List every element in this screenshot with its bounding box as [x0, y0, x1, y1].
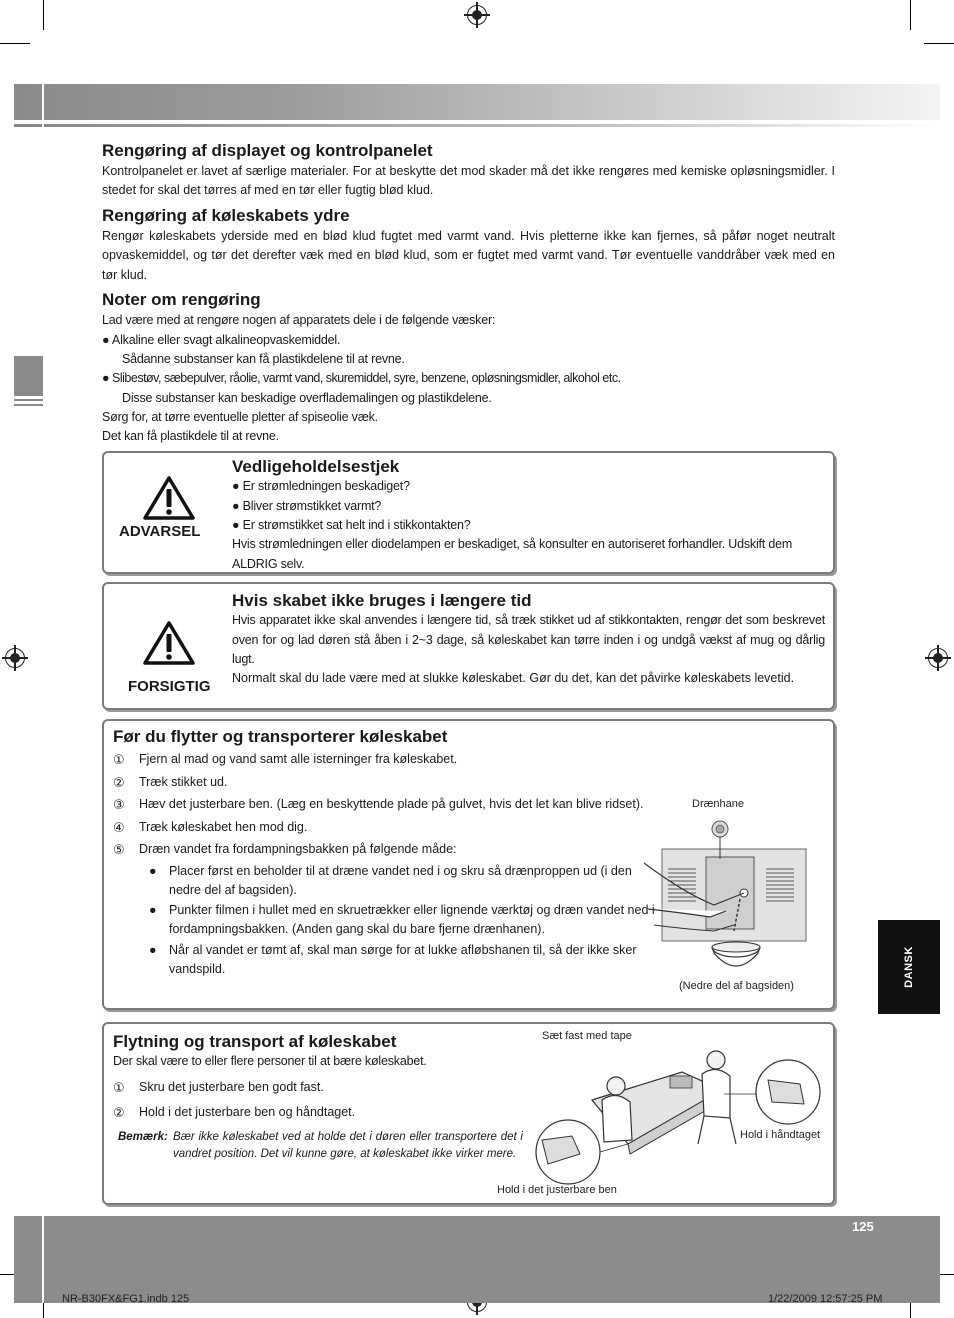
notes-bullet-2: ● Slibestøv, sæbepulver, råolie, varmt vand, skuremiddel, syre, benzene, opløsningsmidler, alkohol etc. [102, 371, 621, 386]
move-step [113, 773, 658, 793]
move-title: Før du flytter og transporterer køleskabet [113, 727, 448, 746]
side-marker-line [14, 399, 43, 401]
step-text: Skru det justerbare ben godt fast. [139, 1079, 324, 1094]
caution-text-1: Hvis apparatet ikke skal anvendes i længere tid, så træk stikket ud af stikkontakten, rengør det som beskrevet oven for og lad døren stå åben i 2~3 dage, så køleskabet kan tørre inden i og undgå vækst af mug og dårlig lugt. [232, 613, 825, 666]
language-tab-label: DANSK [903, 946, 915, 988]
footer-band [14, 1216, 940, 1303]
move-step [113, 840, 658, 860]
header-divider [42, 84, 44, 130]
crop-mark [910, 0, 911, 30]
side-marker-line [14, 404, 43, 406]
warning-triangle-icon [142, 475, 196, 521]
registration-mark-icon [928, 648, 948, 668]
transport-step [113, 1078, 523, 1098]
step-text: Hold i det justerbare ben og håndtaget. [139, 1105, 356, 1120]
language-tab-label-wrap [878, 920, 940, 1014]
substep-text: Placer først en beholder til at dræne vandet ned i og skru så drænproppen ud (i den nedre del af bagsiden). [169, 863, 632, 897]
notes-bullet-2-note: Disse substanser kan beskadige overflademalingen og plastikdelene. [122, 390, 492, 405]
move-step [113, 750, 658, 770]
step-text: Dræn vandet fra fordampningsbakken på følgende måde: [139, 842, 457, 857]
step-number: ⑤ [113, 842, 125, 858]
step-number: ② [113, 774, 125, 790]
warning-item-3: ● Er strømstikket sat helt ind i stikkontakten? [232, 518, 471, 532]
tape-label: Sæt fast med tape [542, 1030, 632, 1042]
slug-date: 1/22/2009 12:57:25 PM [768, 1293, 883, 1305]
drain-bottom-label: (Nedre del af bagsiden) [679, 980, 794, 992]
notes-bullet-1-note: Sådanne substanser kan få plastikdelene til at revne. [122, 351, 405, 366]
warning-item-2: ● Bliver strømstikket varmt? [232, 498, 382, 513]
leg-label: Hold i det justerbare ben [497, 1184, 617, 1196]
drain-illustration [644, 813, 824, 978]
drain-substep [113, 901, 658, 939]
move-step [113, 818, 658, 838]
cleaning-sections [102, 140, 835, 447]
warning-title: Vedligeholdelsestjek [232, 457, 400, 476]
crop-mark [924, 43, 954, 44]
notes-line-1: Sørg for, at tørre eventuelle pletter af spiseolie væk. [102, 410, 378, 425]
move-body [113, 726, 658, 978]
transport-title: Flytning og transport af køleskabet [113, 1032, 397, 1051]
notes-bullet-1: ● Alkaline eller svagt alkalineopvaskemiddel. [102, 332, 341, 347]
caution-text-2: Normalt skal du lade være med at slukke køleskabet. Gør du det, kan det påvirke køleskabets levetid. [232, 671, 795, 686]
step-number: ④ [113, 819, 125, 835]
caution-title: Hvis skabet ikke bruges i længere tid [232, 591, 532, 610]
display-heading: Rengøring af displayet og kontrolpanelet [102, 141, 433, 160]
caution-label: FORSIGTIG [128, 678, 211, 695]
warning-box [102, 451, 835, 574]
move-step [113, 795, 658, 815]
step-text: Træk køleskabet hen mod dig. [139, 819, 308, 834]
header-band [14, 84, 940, 120]
handle-label: Hold i håndtaget [740, 1129, 821, 1141]
step-text: Hæv det justerbare ben. (Læg en beskyttende plade på gulvet, hvis det let kan blive ridset). [139, 797, 644, 812]
warning-label: ADVARSEL [119, 523, 201, 540]
transport-box [102, 1022, 835, 1205]
registration-mark-icon [467, 5, 487, 25]
footer-divider [42, 1216, 44, 1303]
header-rule [14, 124, 940, 127]
step-text: Fjern al mad og vand samt alle isterninger fra køleskabet. [139, 752, 458, 767]
caution-triangle-icon [142, 620, 196, 666]
warning-body [232, 456, 825, 574]
warning-text: Hvis strømledningen eller diodelampen er beskadiget, så konsulter en autoriseret forhandler. Udskift dem ALDRIG selv. [232, 537, 793, 571]
display-text: Kontrolpanelet er lavet af særlige materialer. For at beskytte det mod skader må det ikke rengøres med kemiske opløsningsmidler. I stedet for skal det tørres af med en tør eller fugtig blød klud. [102, 164, 835, 198]
drain-substep [113, 941, 658, 979]
crop-mark [0, 43, 30, 44]
caution-box [102, 582, 835, 710]
note-text: Bær ikke køleskabet ved at holde det i døren eller transportere det i vandret position. Det vil kunne gøre, at køleskabet ikke virker mere. [173, 1130, 523, 1161]
step-text: Træk stikket ud. [139, 774, 228, 789]
substep-text: Punkter filmen i hullet med en skruetrækker eller lignende værktøj og dræn vandet ned i fordampningsbakken. (Anden gang skal du bare fjerne drænhanen). [169, 903, 655, 936]
drain-tap-label: Drænhane [692, 798, 744, 810]
transport-intro: Der skal være to eller flere personer til at bære køleskabet. [113, 1054, 427, 1069]
carrying-illustration [532, 1044, 832, 1186]
notes-intro: Lad være med at rengøre nogen af apparatets dele i de følgende væsker: [102, 313, 496, 328]
caution-body [232, 590, 825, 689]
bullet: ● [149, 942, 157, 957]
move-box [102, 719, 835, 1010]
note-label: Bemærk: [118, 1130, 168, 1143]
step-number: ② [113, 1105, 125, 1121]
substep-text: Når al vandet er tømt af, skal man sørge for at lukke afløbshanen til, så der ikke sker vandspild. [169, 942, 637, 976]
bullet: ● [149, 863, 157, 878]
slug-file: NR-B30FX&FG1.indb 125 [62, 1293, 190, 1305]
step-number: ① [113, 1079, 125, 1095]
notes-heading: Noter om rengøring [102, 290, 261, 310]
transport-step [113, 1103, 523, 1123]
registration-mark-icon [5, 648, 25, 668]
crop-mark [43, 0, 44, 30]
transport-note [113, 1129, 523, 1165]
side-marker [14, 356, 43, 396]
transport-body [113, 1031, 523, 1164]
bullet: ● [149, 903, 157, 918]
exterior-text: Rengør køleskabets yderside med en blød klud fugtet med varmt vand. Hvis pletterne ikke kan fjernes, så påfør noget neutralt opvaskemiddel, og tør det derefter væk med en blød klud, som er fugtet med varmt vand. Tør eventuelle vanddråber væk med en tør klud. [102, 228, 835, 282]
notes-line-2: Det kan få plastikdele til at revne. [102, 429, 279, 444]
warning-item-1: ● Er strømledningen beskadiget? [232, 479, 410, 494]
step-number: ③ [113, 797, 125, 813]
drain-substep [113, 862, 658, 900]
exterior-heading: Rengøring af køleskabets ydre [102, 205, 350, 225]
step-number: ① [113, 752, 125, 768]
page-number: 125 [852, 1219, 874, 1234]
